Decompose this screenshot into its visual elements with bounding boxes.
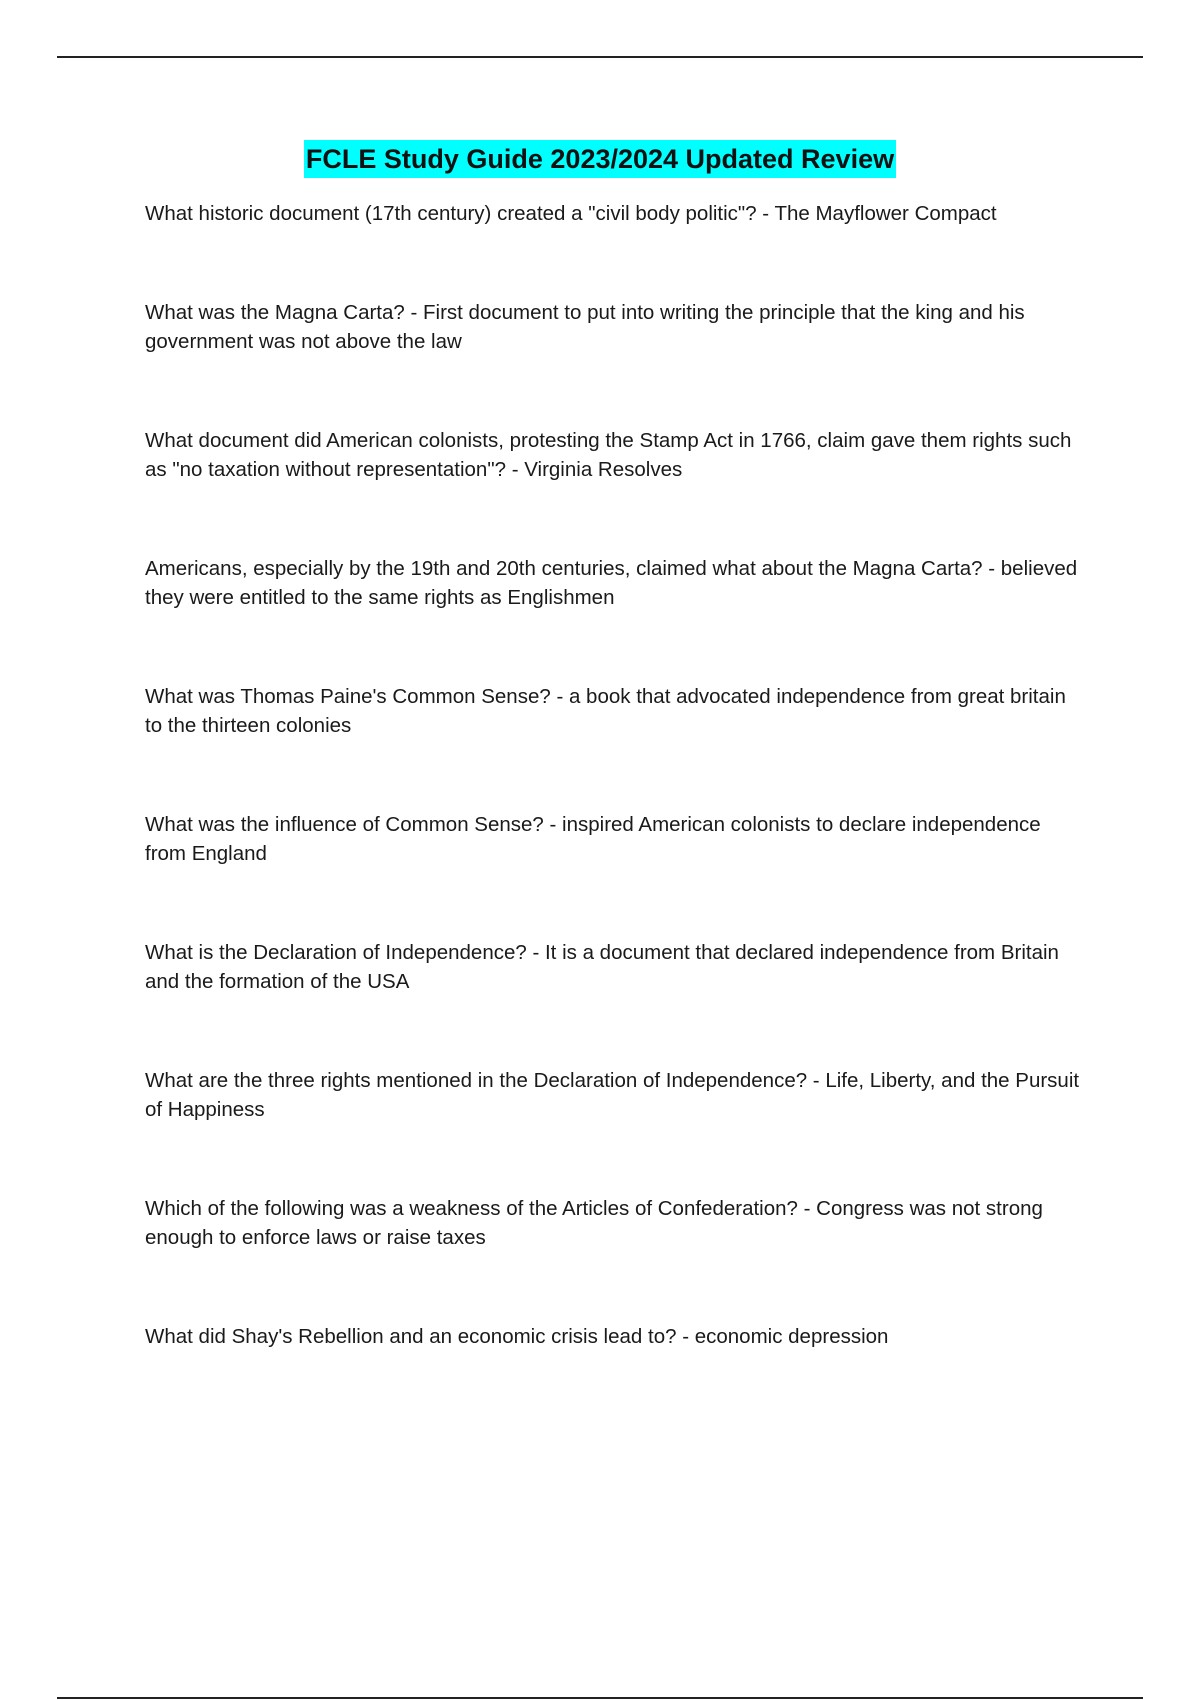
qa-item-9: Which of the following was a weakness of the Articles of Confederation? - Congress was not strong enough to enforce laws or raise taxes — [145, 1197, 1043, 1249]
qa-item-4: Americans, especially by the 19th and 20th centuries, claimed what about the Magna Carta? - believed they were entitled to the same rights as Englishmen — [145, 557, 1078, 609]
qa-item-6: What was the influence of Common Sense? - inspired American colonists to declare independence from England — [145, 813, 1041, 865]
qa-item-1: What historic document (17th century) created a "civil body politic"? - The Mayflower Compact — [145, 202, 997, 225]
qa-item-5: What was Thomas Paine's Common Sense? - a book that advocated independence from great britain to the thirteen colonies — [145, 685, 1066, 737]
top-divider — [57, 56, 1143, 58]
qa-item-8: What are the three rights mentioned in the Declaration of Independence? - Life, Liberty, and the Pursuit of Happiness — [145, 1069, 1080, 1121]
qa-list — [145, 199, 1085, 1351]
bottom-divider — [57, 1697, 1143, 1699]
title-container — [0, 140, 1200, 178]
qa-item-10: What did Shay's Rebellion and an economic crisis lead to? - economic depression — [145, 1325, 889, 1348]
qa-item-2: What was the Magna Carta? - First document to put into writing the principle that the king and his government was not above the law — [145, 301, 1025, 353]
qa-item-7: What is the Declaration of Independence? - It is a document that declared independence from Britain and the formation of the USA — [145, 941, 1059, 993]
qa-item-3: What document did American colonists, protesting the Stamp Act in 1766, claim gave them rights such as "no taxation without representation"? - Virginia Resolves — [145, 429, 1072, 481]
document-title: FCLE Study Guide 2023/2024 Updated Review — [304, 140, 896, 178]
